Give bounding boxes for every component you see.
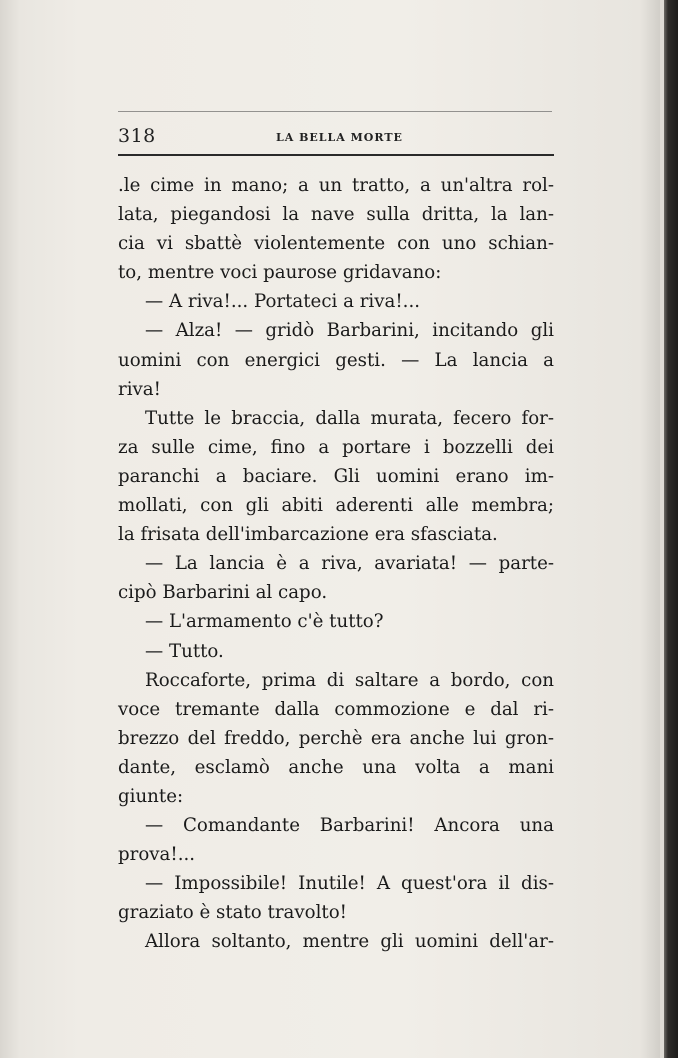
text-line: to, mentre voci paurose gridavano: <box>118 262 442 284</box>
text-line: — L'armamento c'è tutto? <box>145 611 384 633</box>
text-line: riva! <box>118 378 161 400</box>
text-line: Tutte le braccia, dalla murata, fecero for- <box>145 407 554 429</box>
text-line: .le cime in mano; a un tratto, a un'altra rol- <box>118 175 554 196</box>
body-text <box>118 171 554 957</box>
text-line: voce tremante dalla commozione e dal ri- <box>118 698 554 720</box>
text-line: mollati, con gli abiti aderenti alle membra; <box>118 495 554 517</box>
text-line: — Impossibile! Inutile! A quest'ora il dis- <box>145 873 554 895</box>
text-line: Allora soltanto, mentre gli uomini dell'ar- <box>145 931 554 953</box>
book-spine-edge <box>664 0 678 1058</box>
text-line: — A riva!... Portateci a riva!... <box>145 291 421 313</box>
text-line: uomini con energici gesti. — La lancia a <box>118 349 554 371</box>
text-line: prova!... <box>118 844 196 866</box>
text-line: — La lancia è a riva, avariata! — parte- <box>145 553 554 575</box>
text-line: — Tutto. <box>145 640 224 662</box>
text-line: cia vi sbattè violentemente con uno schian- <box>118 233 554 255</box>
text-line: paranchi a baciare. Gli uomini erano im- <box>118 465 554 487</box>
text-line: — Alza! — gridò Barbarini, incitando gli <box>145 320 554 342</box>
top-rule <box>118 111 552 112</box>
text-line: Roccaforte, prima di saltare a bordo, con <box>145 669 554 691</box>
page-number: 318 <box>118 125 156 147</box>
text-line: giunte: <box>118 785 184 807</box>
text-line: cipò Barbarini al capo. <box>118 582 328 604</box>
text-line: brezzo del freddo, perchè era anche lui gron- <box>118 727 554 749</box>
page-header <box>118 122 552 152</box>
text-line: — Comandante Barbarini! Ancora una <box>145 815 554 837</box>
text-line: lata, piegandosi la nave sulla dritta, la lan- <box>118 204 554 226</box>
running-title: LA BELLA MORTE <box>276 131 403 144</box>
header-rule <box>118 154 554 156</box>
text-line: dante, esclamò anche una volta a mani <box>118 756 554 778</box>
text-line: la frisata dell'imbarcazione era sfasciata. <box>118 524 498 546</box>
text-line: za sulle cime, fino a portare i bozzelli dei <box>118 436 554 458</box>
text-line: graziato è stato travolto! <box>118 902 347 924</box>
